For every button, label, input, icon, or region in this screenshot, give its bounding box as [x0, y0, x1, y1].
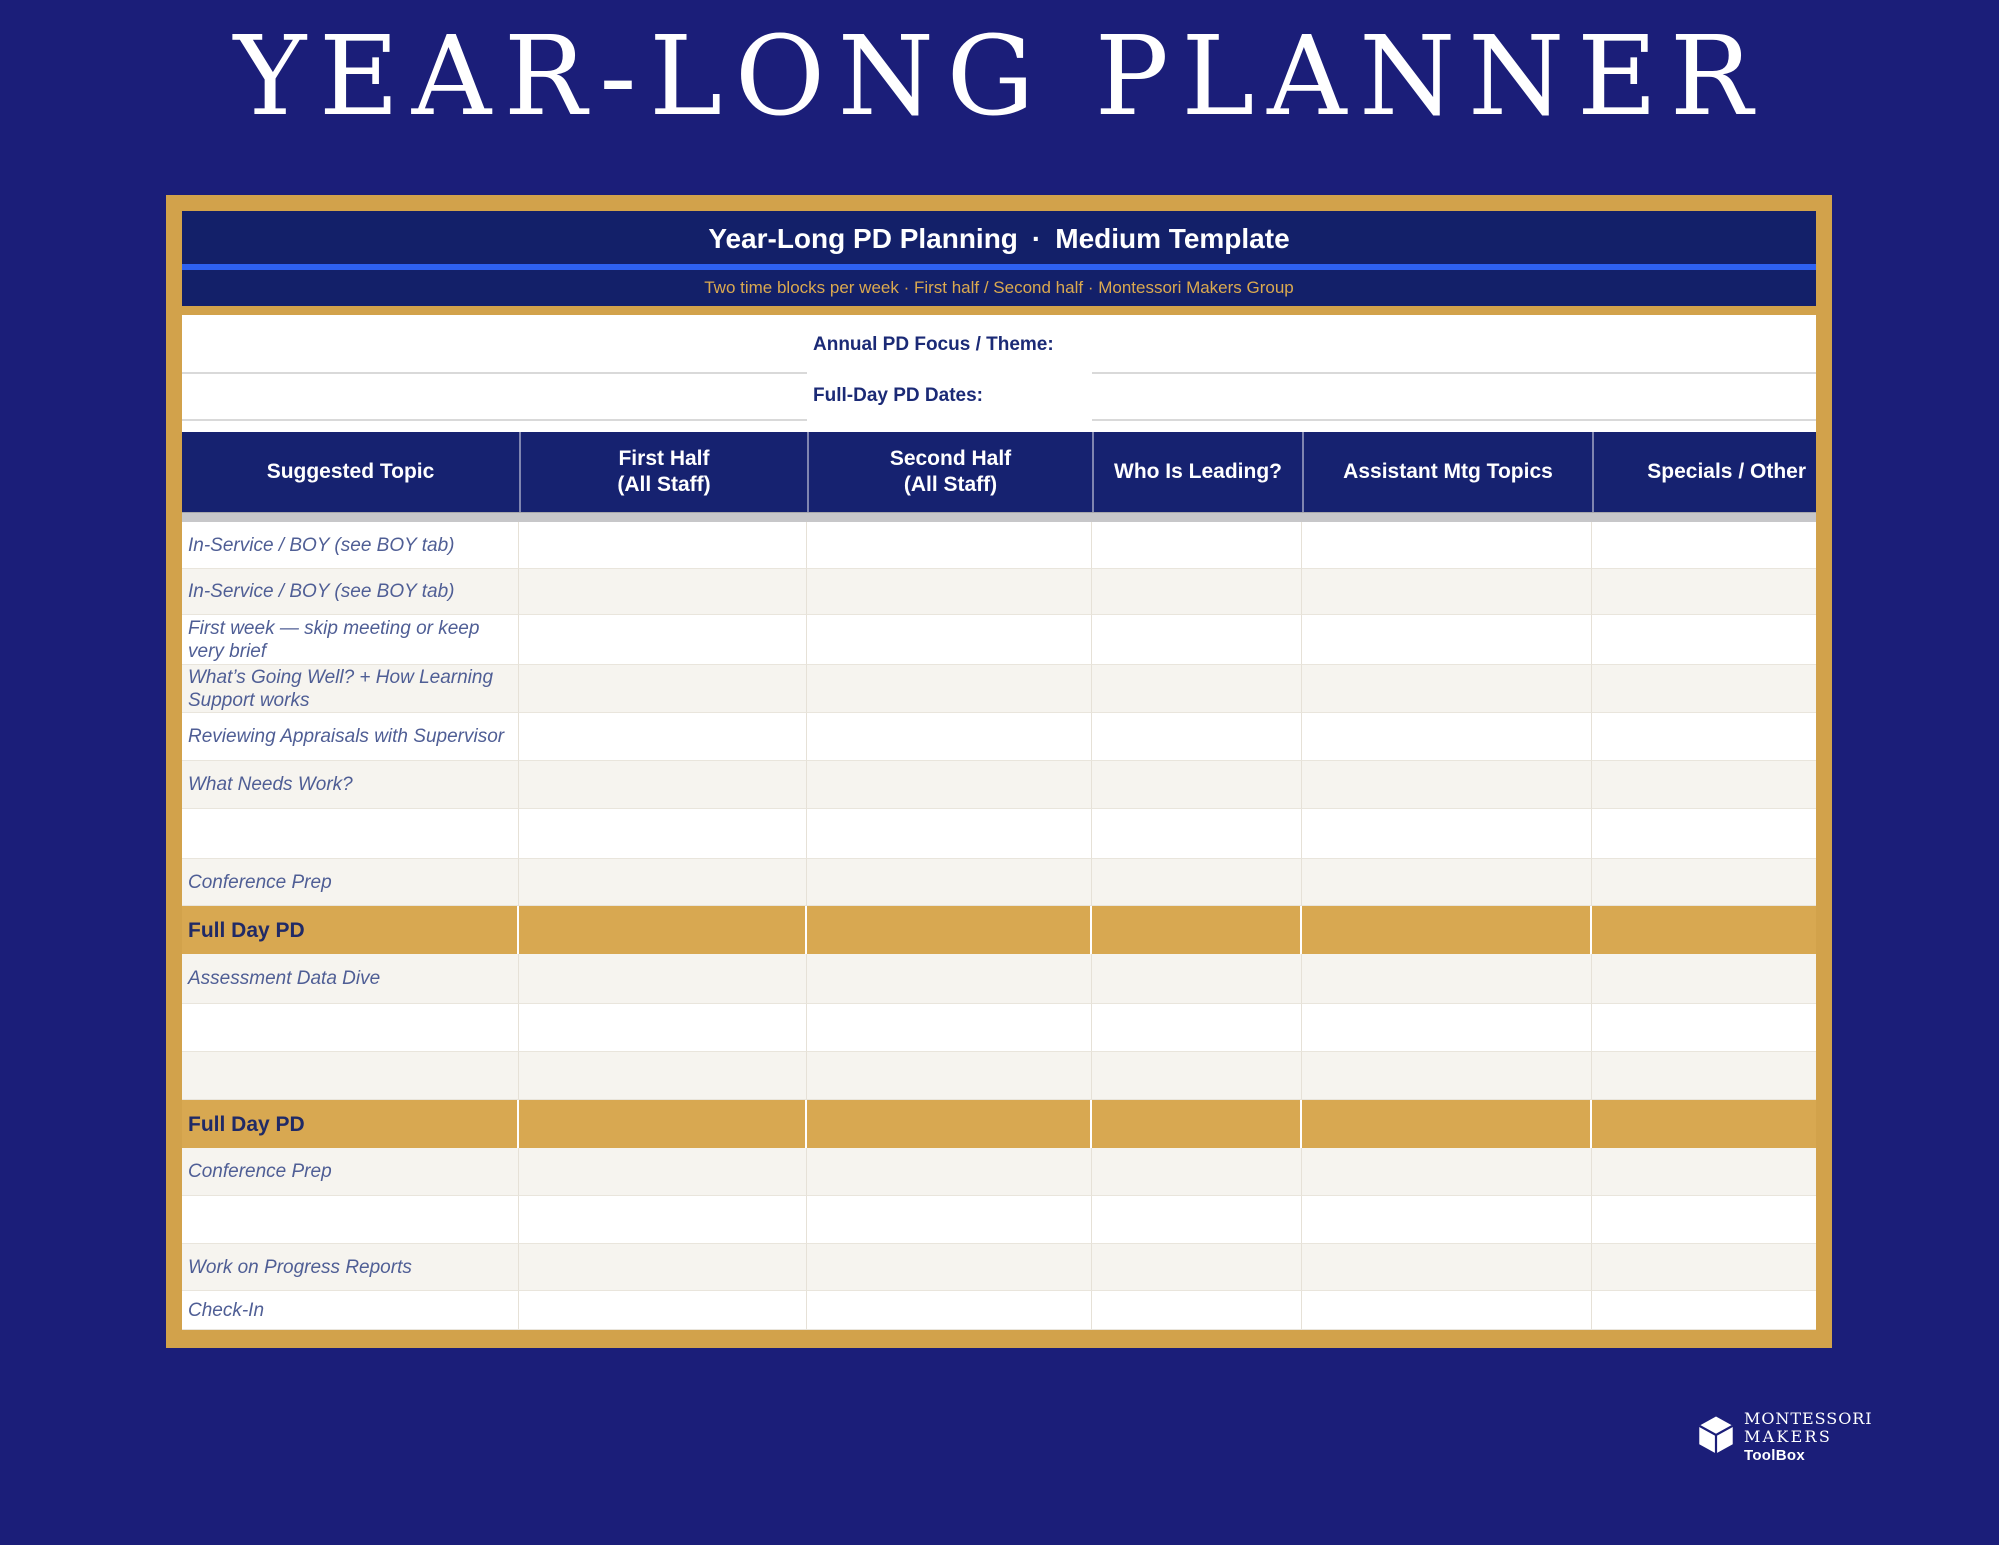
- empty-cell[interactable]: [1092, 954, 1302, 1004]
- empty-cell[interactable]: [1592, 1244, 1816, 1291]
- column-label: Second Half: [889, 447, 1012, 470]
- empty-cell[interactable]: [807, 713, 1092, 761]
- table-row: [182, 761, 1816, 809]
- empty-cell[interactable]: [519, 1004, 807, 1052]
- column-header-assistant-mtg-topics: [1302, 432, 1592, 512]
- empty-cell[interactable]: [807, 906, 1092, 954]
- empty-cell[interactable]: [807, 1148, 1092, 1196]
- topic-cell[interactable]: [182, 1244, 519, 1291]
- topic-cell[interactable]: [182, 906, 519, 954]
- table-row: [182, 1196, 1816, 1244]
- topic-cell[interactable]: [182, 761, 519, 809]
- table-row: [182, 809, 1816, 859]
- column-sublabel: (All Staff): [617, 473, 711, 496]
- column-label: Suggested Topic: [266, 460, 435, 483]
- topic-text: Full Day PD: [188, 918, 305, 942]
- empty-cell[interactable]: [1592, 761, 1816, 809]
- topic-cell[interactable]: [182, 1100, 519, 1148]
- table-row: [182, 954, 1816, 1004]
- column-label: Specials / Other: [1647, 460, 1806, 483]
- empty-cell[interactable]: [1592, 1196, 1816, 1244]
- table-row: [182, 1148, 1816, 1196]
- empty-cell[interactable]: [807, 1196, 1092, 1244]
- empty-cell[interactable]: [807, 1100, 1092, 1148]
- topic-text: Assessment Data Dive: [188, 968, 381, 989]
- page-title: YEAR-LONG PLANNER: [233, 12, 1766, 140]
- empty-cell[interactable]: [807, 1244, 1092, 1291]
- annual-pd-focus-input[interactable]: [1094, 317, 1814, 371]
- empty-cell[interactable]: [1592, 665, 1816, 713]
- planner-table: [166, 195, 1832, 1348]
- full-day-pd-dates-input[interactable]: [1094, 374, 1814, 418]
- empty-cell[interactable]: [807, 809, 1092, 859]
- empty-cell[interactable]: [1092, 761, 1302, 809]
- empty-cell[interactable]: [1592, 954, 1816, 1004]
- empty-cell[interactable]: [807, 522, 1092, 569]
- topic-cell[interactable]: [182, 713, 519, 761]
- empty-cell[interactable]: [519, 569, 807, 615]
- empty-cell[interactable]: [1592, 1052, 1816, 1100]
- empty-cell[interactable]: [519, 615, 807, 665]
- brand-logo: [1694, 1410, 1873, 1466]
- empty-cell[interactable]: [1302, 1100, 1592, 1148]
- empty-cell[interactable]: [1302, 1004, 1592, 1052]
- empty-cell[interactable]: [1592, 906, 1816, 954]
- topic-text: Conference Prep: [188, 1161, 332, 1182]
- topic-cell[interactable]: [182, 809, 519, 859]
- gridline: [182, 419, 807, 421]
- empty-cell[interactable]: [519, 1244, 807, 1291]
- topic-text: Reviewing Appraisals with Supervisor: [188, 726, 505, 747]
- topic-cell[interactable]: [182, 859, 519, 906]
- column-sublabel: (All Staff): [903, 473, 998, 496]
- topic-cell[interactable]: [182, 569, 519, 615]
- empty-cell[interactable]: [519, 761, 807, 809]
- column-header-first-half: [519, 432, 807, 512]
- empty-cell[interactable]: [1592, 1100, 1816, 1148]
- topic-text: Work on Progress Reports: [188, 1256, 412, 1278]
- topic-text: Full Day PD: [188, 1112, 305, 1136]
- empty-cell[interactable]: [1302, 1244, 1592, 1291]
- table-row: [182, 615, 1816, 665]
- empty-cell[interactable]: [1092, 713, 1302, 761]
- header-shadow: [182, 512, 1816, 522]
- table-body: [182, 522, 1816, 1330]
- column-header-suggested-topic: [182, 432, 519, 512]
- info-section: [182, 315, 1816, 432]
- table-row: [182, 1052, 1816, 1100]
- topic-text: Conference Prep: [188, 871, 332, 893]
- empty-cell[interactable]: [807, 761, 1092, 809]
- empty-cell[interactable]: [1302, 809, 1592, 859]
- empty-cell[interactable]: [1092, 569, 1302, 615]
- empty-cell[interactable]: [1302, 1148, 1592, 1196]
- topic-cell[interactable]: [182, 1291, 519, 1330]
- table-row: [182, 522, 1816, 569]
- empty-cell[interactable]: [1092, 665, 1302, 713]
- empty-cell[interactable]: [807, 615, 1092, 665]
- table-row: [182, 1004, 1816, 1052]
- table-row: [182, 665, 1816, 713]
- section-row: [182, 906, 1816, 954]
- empty-cell[interactable]: [1592, 713, 1816, 761]
- empty-cell[interactable]: [1302, 1291, 1592, 1330]
- empty-cell[interactable]: [1092, 1100, 1302, 1148]
- logo-line-montessori: MONTESSORI: [1744, 1409, 1873, 1428]
- empty-cell[interactable]: [807, 569, 1092, 615]
- annual-pd-focus-label: Annual PD Focus / Theme:: [813, 334, 1054, 355]
- table-header: [182, 211, 1816, 306]
- topic-cell[interactable]: [182, 1196, 519, 1244]
- empty-cell[interactable]: [807, 954, 1092, 1004]
- topic-text: What’s Going Well? + How Learning Support works: [188, 666, 494, 711]
- topic-cell[interactable]: [182, 1004, 519, 1052]
- empty-cell[interactable]: [807, 665, 1092, 713]
- empty-cell[interactable]: [1592, 615, 1816, 665]
- section-row: [182, 1100, 1816, 1148]
- empty-cell[interactable]: [1092, 1148, 1302, 1196]
- topic-text: In-Service / BOY (see BOY tab): [188, 534, 455, 556]
- table-row: [182, 569, 1816, 615]
- empty-cell[interactable]: [1092, 615, 1302, 665]
- empty-cell[interactable]: [807, 859, 1092, 906]
- topic-text: Check-In: [188, 1299, 265, 1321]
- empty-cell[interactable]: [519, 665, 807, 713]
- empty-cell[interactable]: [519, 809, 807, 859]
- table-row: [182, 713, 1816, 761]
- empty-cell[interactable]: [1302, 569, 1592, 615]
- empty-cell[interactable]: [1092, 906, 1302, 954]
- full-day-pd-dates-label: Full-Day PD Dates:: [813, 385, 983, 406]
- empty-cell[interactable]: [1092, 1291, 1302, 1330]
- empty-cell[interactable]: [1592, 1291, 1816, 1330]
- empty-cell[interactable]: [1592, 1004, 1816, 1052]
- logo-line-toolbox: ToolBox: [1744, 1447, 1805, 1464]
- column-label: Assistant Mtg Topics: [1343, 460, 1553, 483]
- empty-cell[interactable]: [519, 522, 807, 569]
- column-label: First Half: [618, 447, 710, 470]
- topic-cell[interactable]: [182, 1052, 519, 1100]
- empty-cell[interactable]: [1302, 906, 1592, 954]
- empty-cell[interactable]: [1092, 1052, 1302, 1100]
- logo-line-makers: MAKERS: [1744, 1427, 1833, 1446]
- empty-cell[interactable]: [519, 1291, 807, 1330]
- empty-cell[interactable]: [1302, 1196, 1592, 1244]
- topic-cell[interactable]: [182, 665, 519, 713]
- topic-text: What Needs Work?: [188, 774, 353, 795]
- empty-cell[interactable]: [1302, 713, 1592, 761]
- empty-cell[interactable]: [519, 1148, 807, 1196]
- topic-text: First week — skip meeting or keep very brief: [188, 617, 480, 662]
- column-header-who-is-leading: [1092, 432, 1302, 512]
- empty-cell[interactable]: [1592, 859, 1816, 906]
- empty-cell[interactable]: [1302, 665, 1592, 713]
- empty-cell[interactable]: [1592, 809, 1816, 859]
- topic-cell[interactable]: [182, 615, 519, 665]
- empty-cell[interactable]: [519, 859, 807, 906]
- empty-cell[interactable]: [1592, 522, 1816, 569]
- column-header-second-half: [807, 432, 1092, 512]
- empty-cell[interactable]: [1092, 522, 1302, 569]
- empty-cell[interactable]: [519, 1052, 807, 1100]
- table-subtitle: Two time blocks per week · First half / Second half · Montessori Makers Group: [704, 278, 1294, 297]
- column-header-specials-other: [1592, 432, 1816, 512]
- empty-cell[interactable]: [519, 713, 807, 761]
- column-label: Who Is Leading?: [1114, 460, 1282, 483]
- empty-cell[interactable]: [1592, 569, 1816, 615]
- empty-cell[interactable]: [1092, 809, 1302, 859]
- empty-cell[interactable]: [1302, 761, 1592, 809]
- topic-cell[interactable]: [182, 522, 519, 569]
- empty-cell[interactable]: [1092, 1244, 1302, 1291]
- empty-cell[interactable]: [519, 1100, 807, 1148]
- empty-cell[interactable]: [1302, 859, 1592, 906]
- column-header-row: [182, 432, 1816, 512]
- table-row: [182, 859, 1816, 906]
- topic-text: In-Service / BOY (see BOY tab): [188, 581, 455, 602]
- logo-text: [1744, 1410, 1873, 1466]
- empty-cell[interactable]: [1092, 859, 1302, 906]
- empty-cell[interactable]: [807, 1052, 1092, 1100]
- gridline: [1092, 419, 1816, 421]
- empty-cell[interactable]: [807, 1004, 1092, 1052]
- table-row: [182, 1244, 1816, 1291]
- gold-separator: [182, 306, 1816, 315]
- table-title: Year-Long PD Planning · Medium Template: [708, 223, 1290, 254]
- cube-icon: [1694, 1413, 1738, 1457]
- empty-cell[interactable]: [1302, 522, 1592, 569]
- empty-cell[interactable]: [1092, 1004, 1302, 1052]
- empty-cell[interactable]: [1302, 1052, 1592, 1100]
- empty-cell[interactable]: [1592, 1148, 1816, 1196]
- empty-cell[interactable]: [1302, 954, 1592, 1004]
- empty-cell[interactable]: [519, 906, 807, 954]
- empty-cell[interactable]: [519, 1196, 807, 1244]
- empty-cell[interactable]: [807, 1291, 1092, 1330]
- table-row: [182, 1291, 1816, 1330]
- topic-cell[interactable]: [182, 954, 519, 1004]
- empty-cell[interactable]: [1092, 1196, 1302, 1244]
- empty-cell[interactable]: [519, 954, 807, 1004]
- empty-cell[interactable]: [1302, 615, 1592, 665]
- gridline: [182, 372, 807, 374]
- topic-cell[interactable]: [182, 1148, 519, 1196]
